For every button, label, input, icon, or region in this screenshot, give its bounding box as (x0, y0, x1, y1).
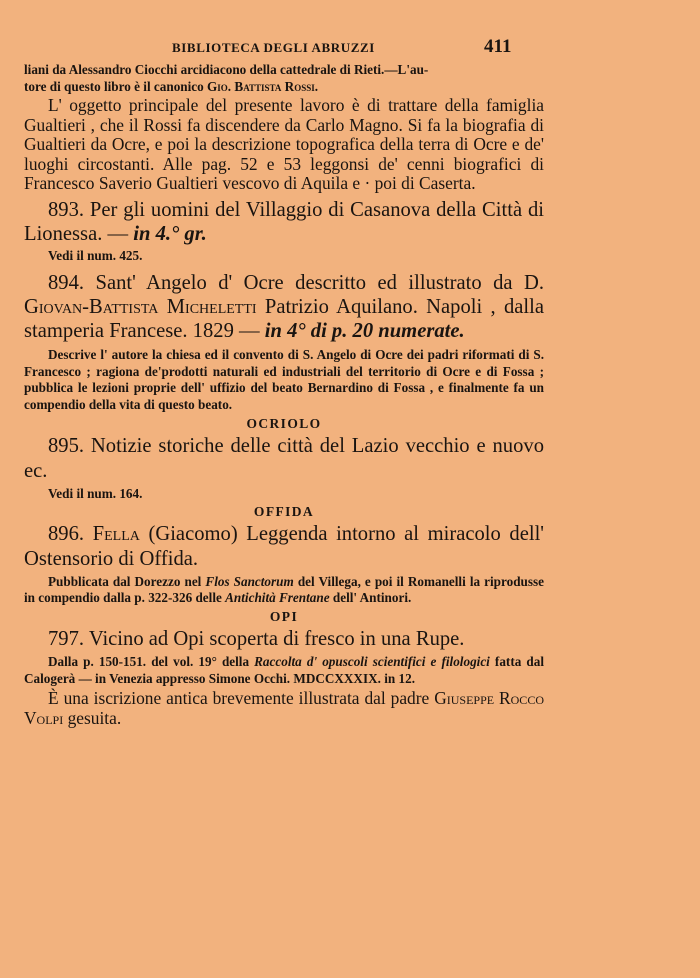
page-content (24, 62, 544, 728)
entry-894-imprint: Patrizio Aquilano. Napoli , dalla stamperia Francese. 1829 — (24, 296, 544, 343)
top-note-line2: tore di questo libro è il canonico (24, 78, 208, 94)
top-note-end: . (314, 78, 319, 94)
entry-893-title: 893. Per gli uomini del Villaggio di Casanova della Città di Lionessa. — (24, 198, 544, 246)
entry-797-note-text: Dalla p. 150-151. del vol. 19° della (48, 654, 255, 669)
page-number: 411 (484, 36, 512, 57)
paragraph-description: L' oggetto principale del presente lavoro è di trattare della famiglia Gualtieri , che il Rossi fa discendere da Carlo Magno. Si fa la biografia di Gualtieri da Ocre, e poi la descrizione topografica della terra di Ocre e de' luoghi circostanti. Alle pag. 52 e 53 leggonsi de' cenni biografici di Francesco Saverio Gualtieri vescovo di Aquila e · poi di Caserta. (24, 95, 544, 194)
entry-797-description-text: È una iscrizione antica brevemente illustrata dal padre (48, 688, 435, 708)
entry-893-note: Vedi il num. 425. (48, 248, 143, 264)
entry-895-note: Vedi il num. 164. (48, 485, 143, 501)
entry-893 (24, 198, 544, 246)
entry-894 (24, 271, 544, 344)
work-title-raccolta: Raccolta d' opuscoli scientifici e filologici (254, 654, 490, 669)
entry-896 (24, 522, 544, 570)
entry-896-note (24, 574, 544, 607)
entry-797-description-end: gesuita. (63, 707, 122, 728)
top-note (24, 62, 544, 95)
page-header (0, 36, 700, 58)
work-title-antichita: Antichità Frentane (225, 590, 330, 606)
entry-896-note-end: dell' Antinori. (329, 590, 412, 606)
entry-894-format: in 4° di p. 20 numerate. (264, 320, 465, 343)
author-name: Gio. Battista Rossi (207, 78, 315, 94)
entry-797: 797. Vicino ad Opi scoperta di fresco in una Rupe. (48, 627, 465, 650)
entry-895: 895. Notizie storiche delle città del Lazio vecchio e nuovo ec. (24, 435, 544, 482)
entry-797-description (24, 689, 544, 728)
top-note-line1: liani da Alessandro Ciocchi arcidiacono della cattedrale di Rieti.—L'au- (24, 62, 429, 77)
entry-896-title: (Giacomo) Leggenda intorno al miracolo dell' Ostensorio di Offida. (24, 523, 544, 570)
entry-894-author: Giovan-Battista Micheletti (24, 296, 257, 319)
entry-896-note-text: Pubblicata dal Dorezzo nel (48, 573, 206, 589)
entry-797-note-end: fatta dal Calogerà — in Venezia appresso Simone Occhi. MDCCXXXIX. in 12. (24, 654, 544, 686)
entry-894-title: 894. Sant' Angelo d' Ocre descritto ed illustrato da D. (48, 271, 544, 294)
entry-893-format: in 4.° gr. (133, 223, 207, 246)
entry-894-note: Descrive l' autore la chiesa ed il convento di S. Angelo di Ocre dei padri riformati di S. Francesco ; ragiona de'prodotti naturali ed industriali del territorio di Ocre e di Fossa ; pubblica le lezioni proprie dell' uffizio del beato Bernardino di Fossa , e finalmente fa un compendio della vita di questo beato. (24, 347, 544, 412)
entry-896-author: Fella (92, 523, 140, 546)
work-title-flos: Flos Sanctorum (205, 573, 294, 589)
section-heading-ocriolo: OCRIOLO (246, 416, 322, 432)
entry-797-author: Giuseppe Rocco Volpi (24, 688, 544, 728)
running-title: BIBLIOTECA DEGLI ABRUZZI (172, 40, 375, 55)
entry-896-number: 896. (48, 523, 93, 546)
section-heading-offida: OFFIDA (253, 504, 315, 520)
section-heading-opi: OPI (269, 608, 299, 624)
entry-896-note-mid: del Villega, e poi il Romanelli la riprodusse in compendio dalla p. 322-326 delle (24, 573, 544, 606)
entry-797-note (24, 654, 544, 687)
